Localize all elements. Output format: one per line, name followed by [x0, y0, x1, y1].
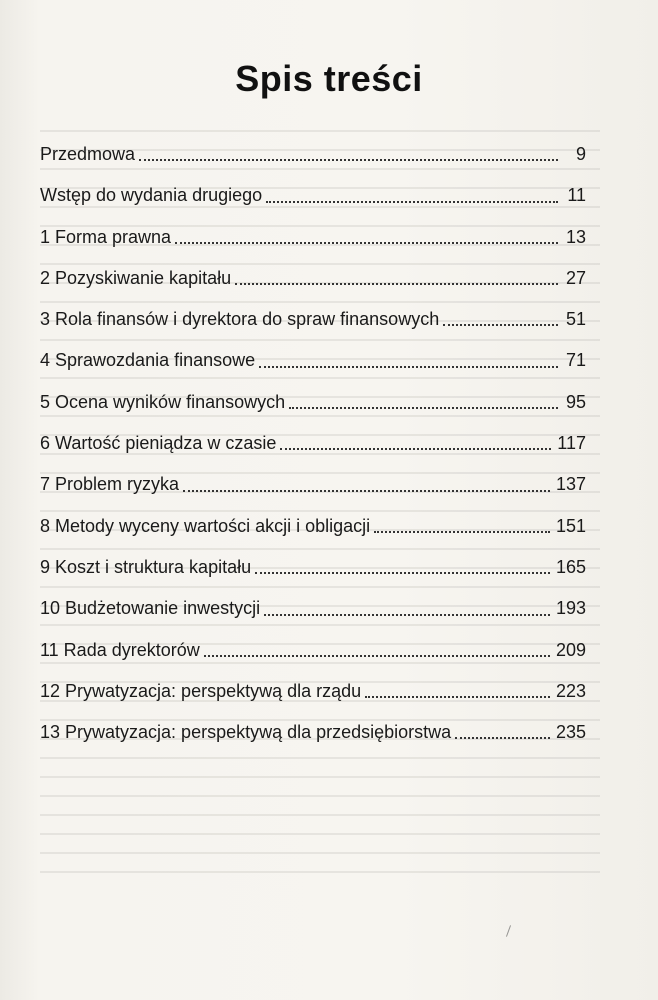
toc-entry-chapter-9 — [40, 547, 586, 588]
toc-entry-page: 9 — [575, 144, 586, 164]
toc-entry-title: Wstęp do wydania drugiego — [40, 185, 263, 206]
toc-entry-title: 5 Ocena wyników finansowych — [40, 391, 286, 412]
dot-leader — [374, 530, 550, 533]
dot-leader — [264, 613, 550, 616]
dot-leader — [266, 200, 558, 203]
dot-leader — [175, 241, 558, 244]
toc-entry-title: 12 Prywatyzacja: perspektywą dla rządu — [40, 680, 362, 701]
dot-leader — [455, 736, 550, 739]
toc-entry-title: 6 Wartość pieniądza w czasie — [40, 433, 277, 454]
toc-entry-title: 4 Sprawozdania finansowe — [40, 350, 256, 371]
pencil-mark — [506, 925, 511, 937]
toc-entry-chapter-4 — [40, 340, 586, 381]
dot-leader — [443, 323, 558, 326]
toc-entry-page: 151 — [555, 515, 586, 536]
dot-leader — [365, 695, 550, 698]
toc-entry-title: 7 Problem ryzyka — [40, 474, 180, 495]
toc-entry-chapter-10 — [40, 588, 586, 629]
toc-entry-title: 13 Prywatyzacja: perspektywą dla przedsiębiorstwa — [40, 722, 452, 743]
dot-leader — [235, 282, 558, 285]
toc-entry-page: 51 — [565, 309, 586, 330]
dot-leader — [259, 365, 558, 368]
toc-entry-chapter-3 — [40, 299, 586, 340]
dot-leader — [139, 158, 558, 161]
dot-leader — [280, 447, 551, 450]
dot-leader — [255, 571, 550, 574]
toc-entry-page: 11 — [567, 185, 586, 206]
toc-entry-preface — [40, 134, 586, 175]
toc-entry-chapter-12 — [40, 671, 586, 712]
toc-entry-page: 223 — [555, 680, 586, 701]
toc-entry-chapter-11 — [40, 630, 586, 671]
table-of-contents — [40, 134, 586, 753]
toc-entry-page: 165 — [555, 556, 586, 577]
dot-leader — [183, 489, 550, 492]
toc-entry-introduction — [40, 175, 586, 216]
toc-entry-page: 193 — [555, 598, 586, 619]
toc-entry-chapter-6 — [40, 423, 586, 464]
toc-entry-chapter-5 — [40, 382, 586, 423]
dot-leader — [289, 406, 558, 409]
toc-entry-title: 2 Pozyskiwanie kapitału — [40, 267, 232, 288]
toc-entry-page: 117 — [557, 433, 586, 454]
toc-entry-title: 9 Koszt i struktura kapitału — [40, 556, 252, 577]
toc-entry-page: 209 — [555, 639, 586, 660]
toc-entry-chapter-2 — [40, 258, 586, 299]
toc-entry-page: 137 — [555, 474, 586, 495]
toc-entry-title: 3 Rola finansów i dyrektora do spraw finansowych — [40, 309, 440, 330]
toc-entry-chapter-8 — [40, 506, 586, 547]
toc-entry-page: 71 — [565, 350, 586, 371]
page-title: Spis treści — [235, 58, 423, 99]
toc-entry-chapter-7 — [40, 464, 586, 505]
toc-entry-page: 13 — [565, 226, 586, 247]
toc-entry-title: 1 Forma prawna — [40, 226, 172, 247]
dot-leader — [204, 654, 550, 657]
toc-entry-page: 27 — [565, 267, 586, 288]
toc-entry-title: Przedmowa — [40, 144, 136, 164]
toc-entry-title: 11 Rada dyrektorów — [40, 639, 200, 660]
toc-entry-title: 8 Metody wyceny wartości akcji i obligacji — [40, 515, 371, 536]
toc-entry-chapter-13 — [40, 712, 586, 753]
toc-entry-page: 235 — [555, 722, 586, 743]
toc-entry-title: 10 Budżetowanie inwestycji — [40, 598, 261, 619]
toc-entry-page: 95 — [565, 391, 586, 412]
toc-entry-chapter-1 — [40, 217, 586, 258]
